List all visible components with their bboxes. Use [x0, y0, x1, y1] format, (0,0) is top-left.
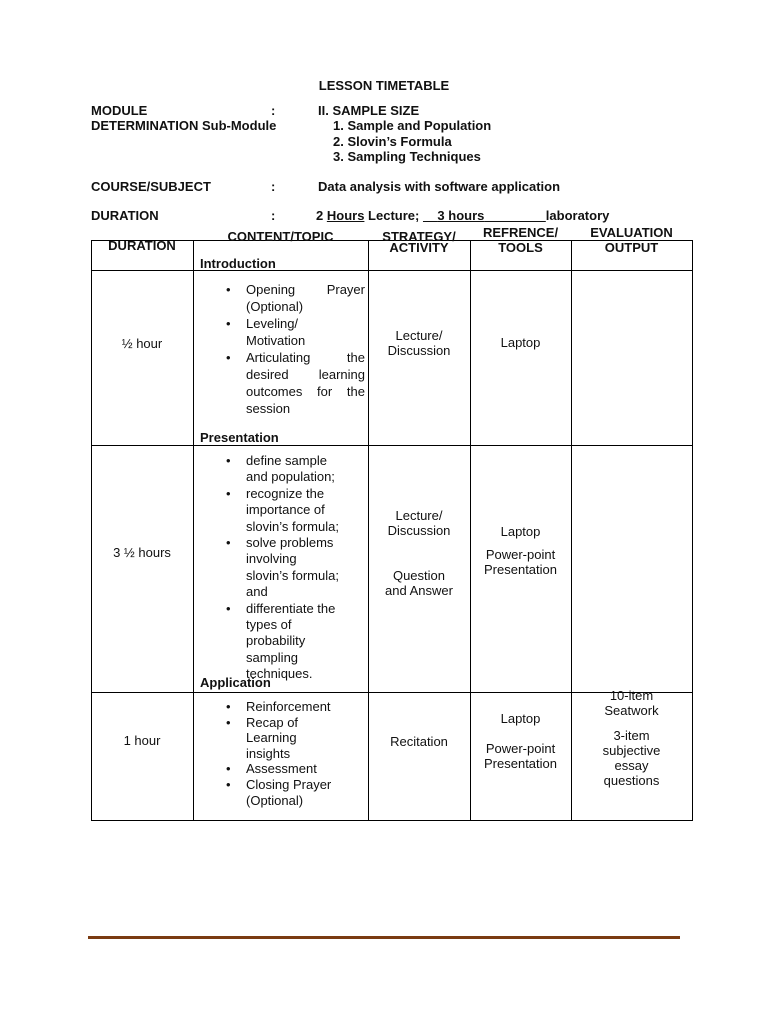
list-item: • differentiate the types of probability sampling techniques.: [220, 601, 355, 683]
header-activity: ACTIVITY: [389, 240, 449, 255]
duration-colon: :: [271, 208, 276, 223]
hours-word: Hours: [326, 208, 365, 223]
tools-cell: Laptop Power-point Presentation: [484, 711, 557, 771]
header-strategy: STRATEGY/: [382, 229, 456, 244]
list-item: • define sample and population;: [220, 453, 355, 486]
duration-cell: 3 ½ hours: [113, 545, 171, 560]
duration-cell: ½ hour: [121, 336, 163, 351]
lab-hours-value: 3 hours: [437, 208, 485, 223]
strategy-cell: Recitation: [390, 734, 448, 749]
duration-label: DURATION: [91, 208, 159, 223]
table-border: [91, 445, 693, 446]
course-label: COURSE/SUBJECT: [91, 179, 211, 194]
header-duration: DURATION: [108, 238, 176, 253]
section-introduction: Introduction: [200, 256, 276, 271]
list-item: • Leveling/ Motivation: [220, 315, 365, 349]
table-border: [193, 240, 194, 821]
lecture-word: Lecture;: [368, 208, 420, 223]
table-border: [91, 270, 693, 271]
header-content-topic: CONTENT/TOPIC: [227, 229, 334, 244]
strategy-cell: Lecture/ Discussion Question and Answer: [385, 508, 453, 598]
tools-cell: Laptop Power-point Presentation: [484, 524, 557, 577]
tools-cell: Laptop: [500, 335, 541, 350]
header-output: OUTPUT: [604, 240, 659, 255]
list-item: • solve problems involving slovin’s formula; and: [220, 535, 355, 601]
module-colon: :: [271, 103, 276, 118]
header-evaluation: EVALUATION: [590, 225, 673, 240]
module-label: MODULE: [91, 103, 148, 118]
list-item: • Reinforcement: [220, 699, 365, 715]
list-item: • Assessment: [220, 761, 365, 777]
submodule-item: 2. Slovin’s Formula: [333, 134, 452, 149]
duration-value: [316, 208, 609, 223]
evaluation-cell: 10-item Seatwork 3-item subjective essay questions: [602, 688, 661, 788]
list-item: • Closing Prayer (Optional): [220, 777, 365, 808]
content-list: [220, 699, 365, 808]
course-colon: :: [271, 179, 276, 194]
submodule-item: 1. Sample and Population: [333, 118, 492, 133]
section-presentation: Presentation: [200, 430, 279, 445]
header-tools: TOOLS: [498, 240, 543, 255]
duration-cell: 1 hour: [123, 733, 161, 748]
content-list: [220, 281, 365, 417]
list-item: • recognize the importance of slovin’s formula;: [220, 486, 355, 535]
footer-divider: [88, 936, 680, 939]
lab-word: laboratory: [545, 208, 610, 223]
table-border: [91, 820, 693, 821]
module-value: II. SAMPLE SIZE: [318, 103, 420, 118]
strategy-cell: Lecture/ Discussion: [387, 328, 451, 358]
list-item: • Recap of Learning insights: [220, 715, 365, 762]
table-border: [692, 240, 693, 821]
module-continuation-label: DETERMINATION Sub-Module: [91, 118, 277, 133]
list-item: • Opening Prayer (Optional): [220, 281, 365, 315]
lecture-hours-number: 2: [316, 208, 324, 223]
section-application: Application: [200, 675, 271, 690]
content-list: [220, 453, 355, 683]
header-reference: REFRENCE/: [482, 225, 559, 240]
list-item: • Articulating the desired learning outcomes for the session: [220, 349, 365, 417]
submodule-item: 3. Sampling Techniques: [333, 149, 481, 164]
page-title: LESSON TIMETABLE: [318, 78, 450, 93]
course-value: Data analysis with software application: [318, 179, 561, 194]
